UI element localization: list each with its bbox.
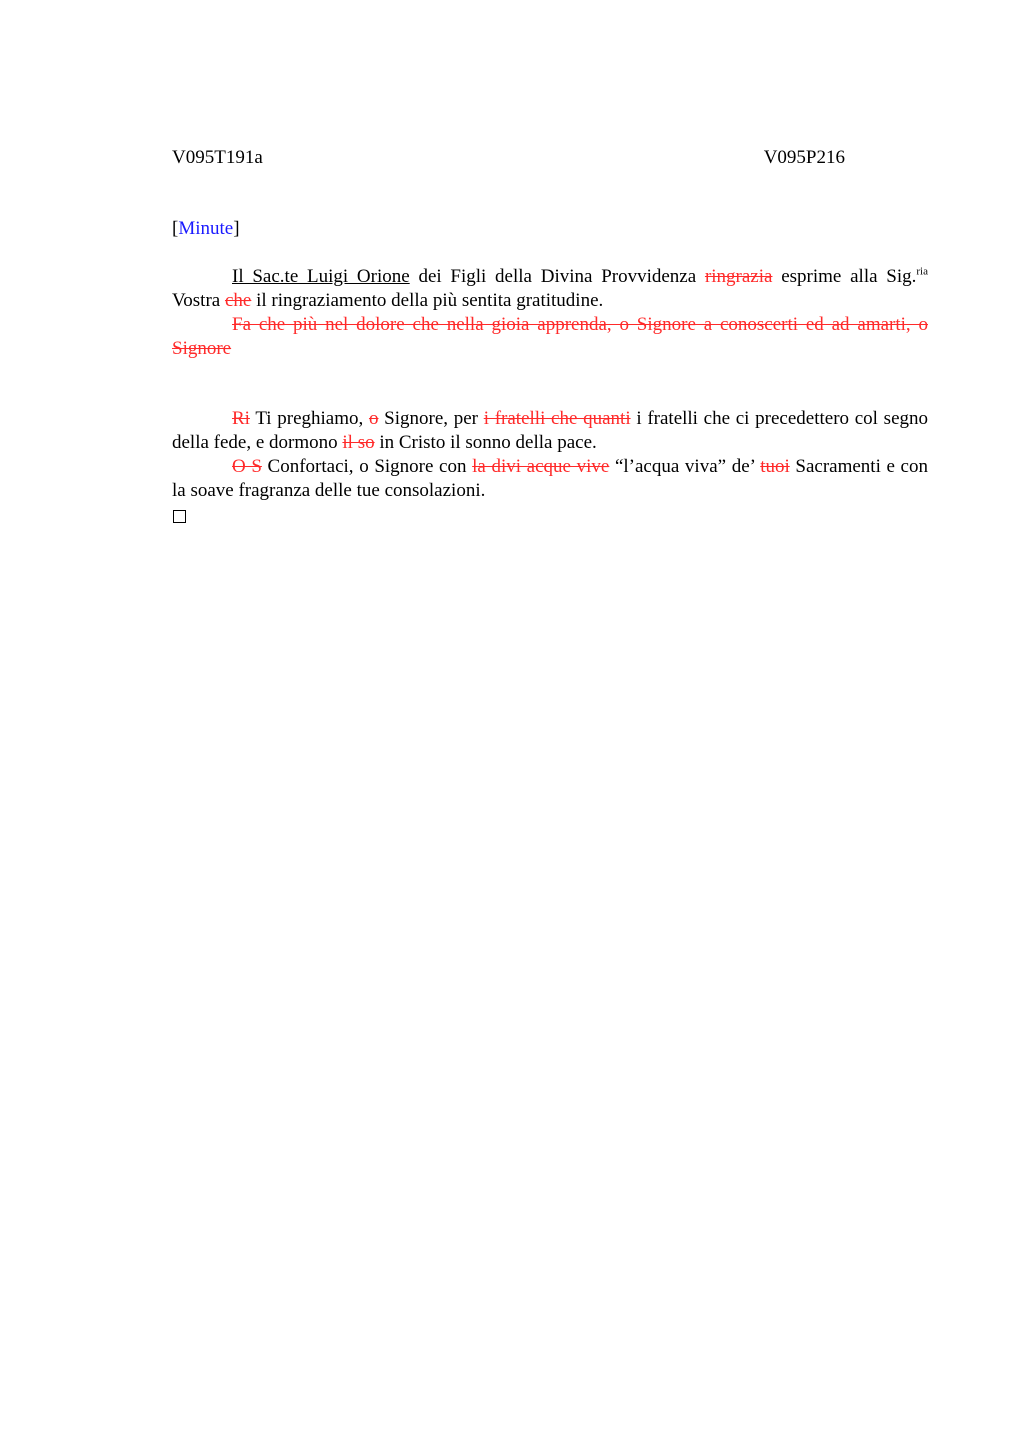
deleted-text: Ri xyxy=(232,408,250,429)
text-run: Vostra xyxy=(172,290,225,311)
paragraph-3 xyxy=(172,407,928,455)
paragraph-4 xyxy=(172,455,928,503)
section-label-text: Minute xyxy=(178,218,234,239)
superscript: ria xyxy=(916,265,928,278)
text-run: Sacramenti e con la soave fragranza delle tue consolazioni. xyxy=(172,456,928,501)
text-run: in Cristo il sonno della pace. xyxy=(374,432,597,453)
text-run: il ringraziamento della più sentita gratitudine. xyxy=(251,290,604,311)
paragraph-1 xyxy=(172,265,928,313)
text-run: Signore, per xyxy=(378,408,484,429)
deleted-text: la divi acque vive xyxy=(472,456,610,477)
deleted-text: i fratelli che quanti xyxy=(483,408,631,429)
paragraph-2 xyxy=(172,313,928,361)
document-header xyxy=(172,146,845,170)
open-bracket: [ xyxy=(172,218,179,239)
text-run: Ti preghiamo, xyxy=(249,408,369,429)
close-bracket: ] xyxy=(233,218,240,239)
end-marker-box xyxy=(173,510,186,523)
text-run: dei Figli della Divina Provvidenza xyxy=(409,266,705,287)
section-label xyxy=(172,217,928,241)
text-run: esprime alla Sig. xyxy=(772,266,917,287)
document-page xyxy=(172,146,928,523)
text-run: “l’acqua viva” de’ xyxy=(609,456,761,477)
document-code-left: V095T191a xyxy=(172,147,263,168)
deleted-text: che xyxy=(224,290,252,311)
document-code-right: V095P216 xyxy=(763,147,845,168)
deleted-text: o xyxy=(368,408,379,429)
text-run: i fratelli che ci precedettero col segno della fede, e dormono xyxy=(172,408,928,453)
text-run: Confortaci, o Signore con xyxy=(261,456,473,477)
deleted-text: Fa che più nel dolore che nella gioia apprenda, o Signore a conoscerti ed ad amarti, o Signore xyxy=(172,314,928,359)
sender-name: Il Sac.te Luigi Orione xyxy=(232,266,410,287)
deleted-text: O S xyxy=(232,456,262,477)
deleted-text: ringrazia xyxy=(704,266,773,287)
deleted-text: tuoi xyxy=(760,456,790,477)
deleted-text: il so xyxy=(342,432,375,453)
